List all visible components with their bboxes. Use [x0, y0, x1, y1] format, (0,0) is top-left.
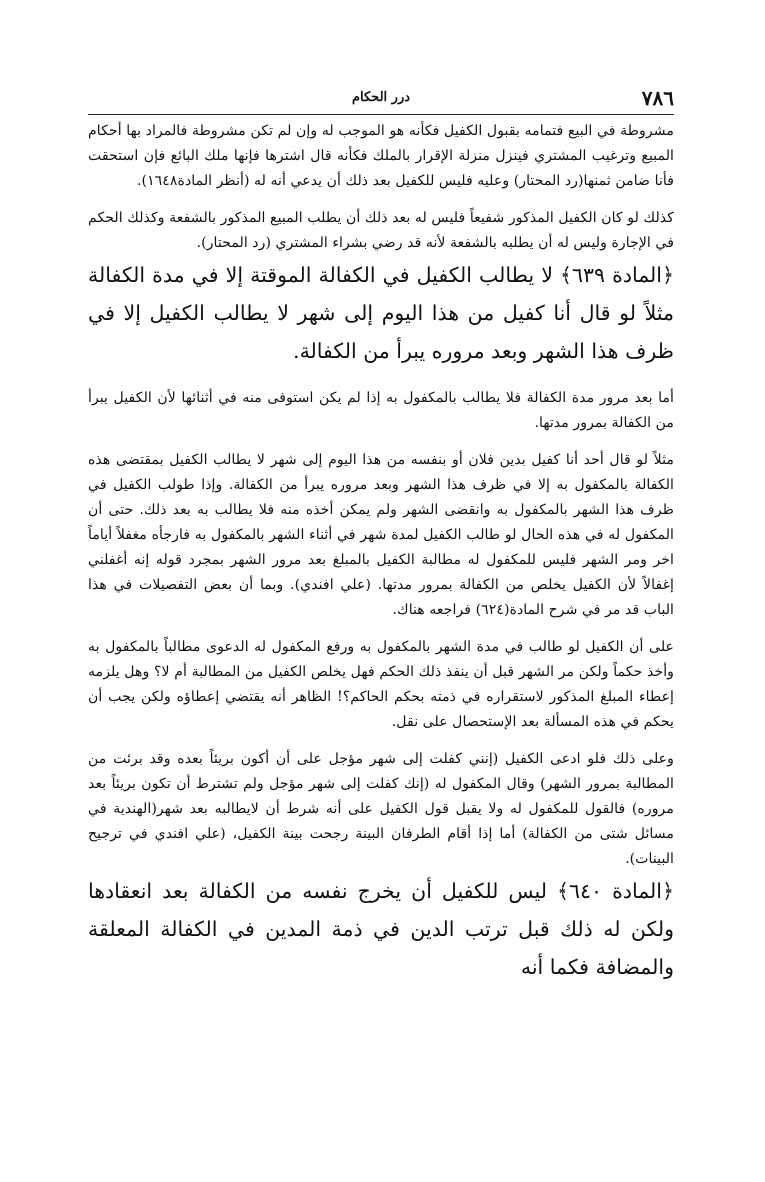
- page-header: [88, 86, 674, 115]
- paragraph-preemption: كذلك لو كان الكفيل المذكور شفيعاً فليس له بعد ذلك أن يطلب المبيع المذكور بالشفعة وكذلك الحكم في الإجارة وليس له أن يطلبه بالشفعة لأنه قد رضي بشراء المشتري (رد المحتار).: [88, 210, 674, 251]
- article-640: ﴿المادة ٦٤٠﴾ ليس للكفيل أن يخرج نفسه من الكفالة بعد انعقادها ولكن له ذلك قبل ترتب الدين في ذمة المدين في الكفالة المعلقة والمضافة فكما أنه: [88, 879, 674, 979]
- running-title: درر الحكام: [351, 90, 411, 105]
- paragraph-judgment: على أن الكفيل لو طالب في مدة الشهر بالمكفول به ورفع المكفول له الدعوى مطالباً بالمكفول به وأخذ حكماً ولكن مر الشهر قبل أن ينفذ ذلك الحكم فهل يخلص الكفيل من المطالبة أم لا؟ وهل يلزمه إعطاء المبلغ المذكور لاستقراره في ذمته بحكم الحاكم؟! الظاهر أنه يقتضي إعطاؤه ولكن يجب أن يحكم في هذه المسألة بعد الإستحصال على نقل.: [88, 639, 674, 730]
- paragraph-claim: وعلى ذلك فلو ادعى الكفيل (إنني كفلت إلى شهر مؤجل على أن أكون بريئاً بعده وقد برئت من المطالبة بمرور الشهر) وقال المكفول له (إنك كفلت إلى شهر مؤجل ولم تشترط أن تكون بريئاً بعد مروره) فالقول للمكفول له ولا يقبل قول الكفيل على أنه شرط أن لايطالبه بعد شهر(الهندية في مسائل شتى من الكفالة) أما إذا أقام الطرفان البينة رجحت بينة الكفيل، (علي افندي في ترجيح البينات).: [88, 751, 674, 867]
- paragraph-after-term: أما بعد مرور مدة الكفالة فلا يطالب بالمكفول به إذا لم يكن استوفى منه في أثنائها لأن الكفيل يبرأ من الكفالة بمرور مدتها.: [88, 390, 674, 431]
- page-body: [88, 119, 674, 986]
- paragraph-guarantee-sale: مشروطة في البيع فتمامه بقبول الكفيل فكأنه هو الموجب له وإن لم تكن مشروطة فالمراد بها أحكام المبيع وترغيب المشتري فينزل منزلة الإقرار بالملك فكأنه قال اشترها فإنها ملك البائع فإن استحقت فأنا ضامن ثمنها(رد المحتار) وعليه فليس للكفيل بعد ذلك أن يدعي أنه له (أنظر المادة١٦٤٨).: [88, 123, 674, 189]
- article-639: ﴿المادة ٦٣٩﴾ لا يطالب الكفيل في الكفالة الموقتة إلا في مدة الكفالة مثلاً لو قال أنا كفيل من هذا اليوم إلى شهر لا يطالب الكفيل إلا في ظرف هذا الشهر وبعد مروره يبرأ من الكفالة.: [88, 263, 675, 363]
- page-number: ٧٨٦: [641, 86, 674, 110]
- paragraph-example: مثلاً لو قال أحد أنا كفيل بدين فلان أو بنفسه من هذا اليوم إلى شهر لا يطالب الكفيل بمقتضى هذه الكفالة بالمكفول به إلا في ظرف هذا الشهر وبعد مروره يبرأ من الكفالة. وإذا طولب الكفيل في ظرف هذا الشهر بالمكفول به وانقضى الشهر ولم يمكن أخذه منه فلا يطالب به بعد ذلك. حتى أن المكفول له في هذه الحال لو طالب الكفيل لمدة شهر في أثناء الشهر بالمكفول به فارجأه مغفلاً أياماً اخر ومر الشهر فليس للمكفول له مطالبة الكفيل بالمبلغ بعد مرور الشهر بمجرد قوله إنه أغفلني إغفالاً لأن الكفيل يخلص من الكفالة بمرور مدتها. (علي افندي). وبما أن بعض التفصيلات في هذا الباب قد مر في شرح المادة(٦٢٤) فراجعه هناك.: [88, 452, 674, 618]
